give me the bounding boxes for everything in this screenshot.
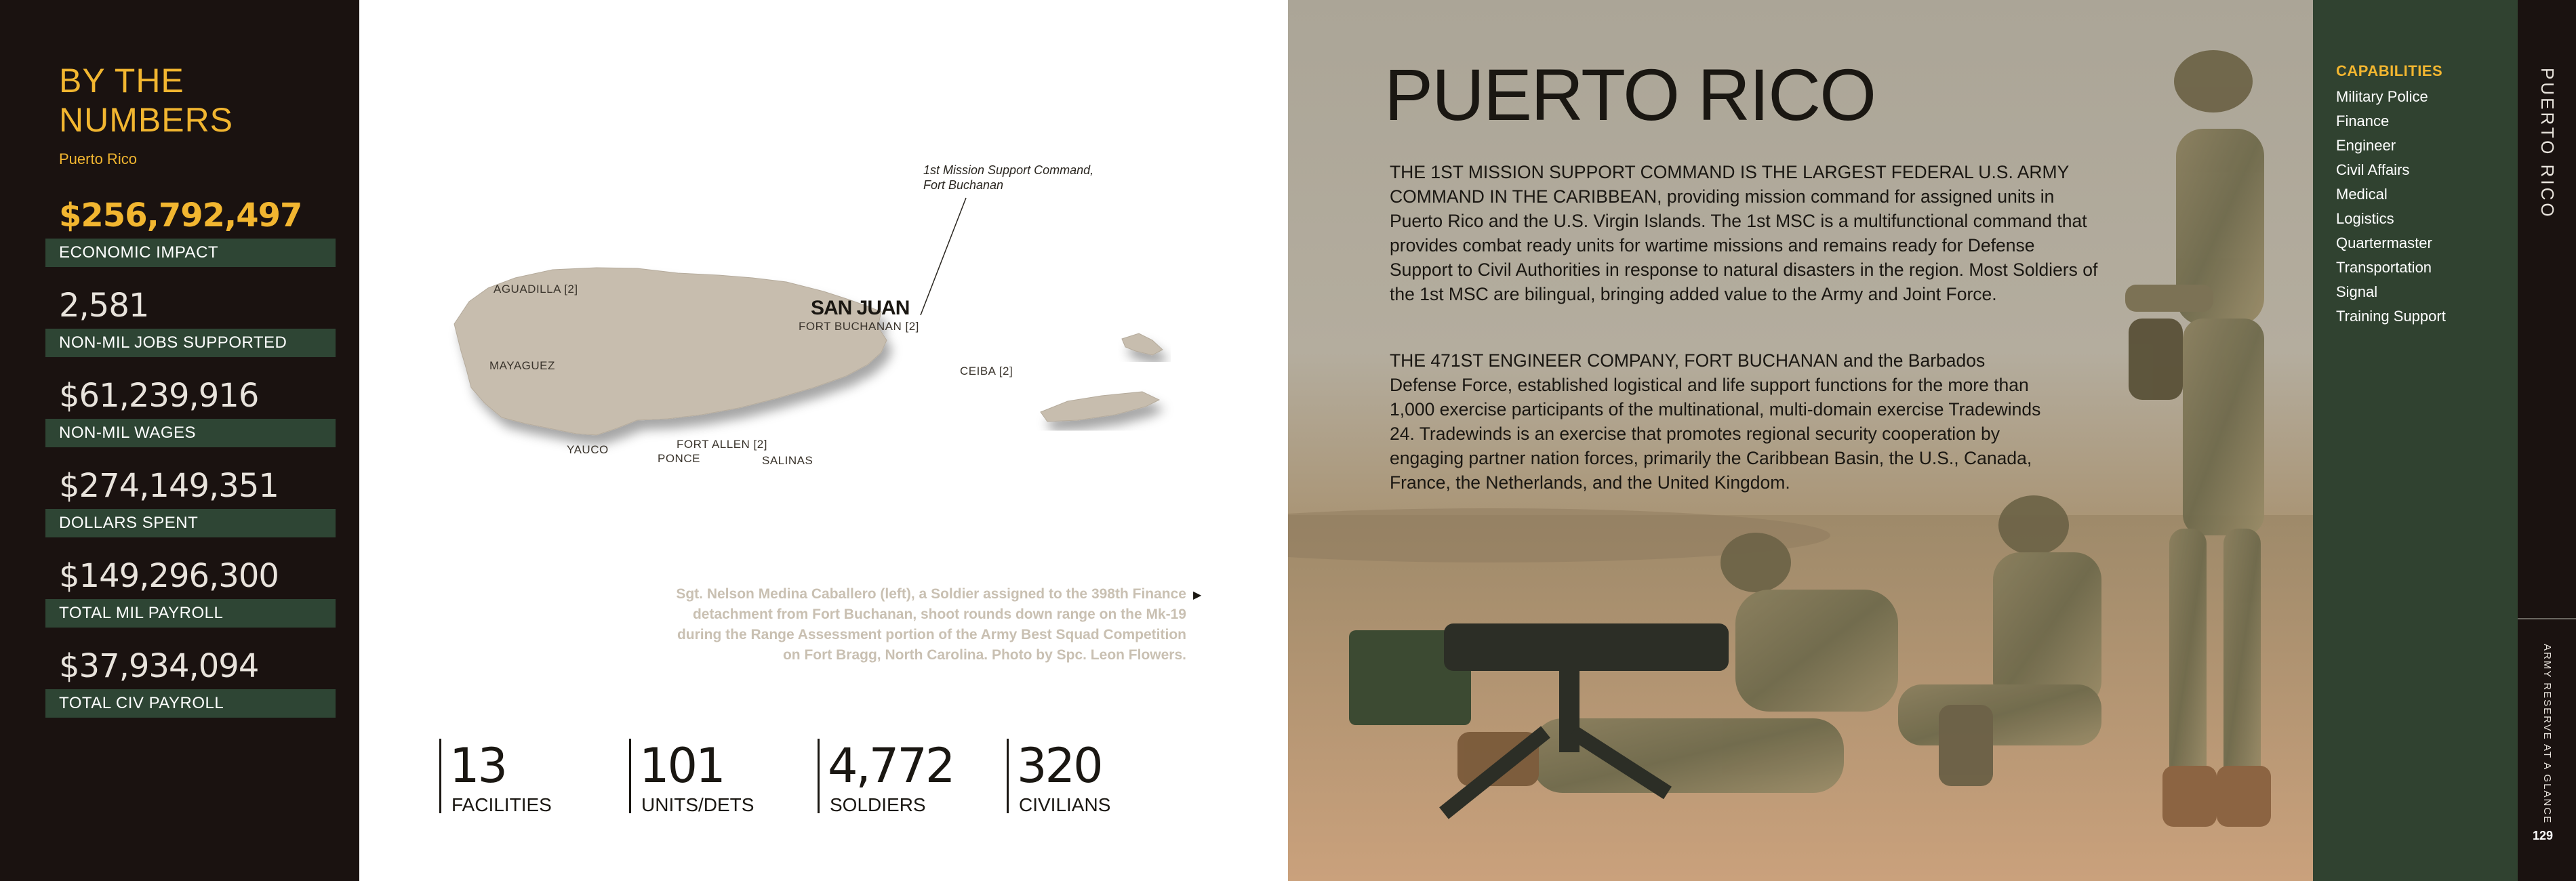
stat-value: $149,296,300 — [59, 557, 279, 595]
stat-label: NON-MIL JOBS SUPPORTED — [59, 333, 287, 352]
capability-item: Engineer — [2336, 137, 2396, 154]
count-units — [629, 738, 754, 815]
stats-panel — [0, 0, 359, 881]
stat-dollars-spent — [0, 467, 359, 557]
stat-value: 2,581 — [59, 287, 149, 325]
caption-line1: Sgt. Nelson Medina Caballero (left), a Soldier assigned to the 398th Finance — [676, 586, 1186, 602]
capability-item: Logistics — [2336, 210, 2394, 227]
capability-item: Training Support — [2336, 308, 2446, 325]
label-ponce: PONCE — [658, 452, 700, 465]
stat-label: NON-MIL WAGES — [59, 424, 197, 442]
capability-item: Military Police — [2336, 88, 2428, 105]
photo-caption — [651, 584, 1186, 665]
paragraph-1-body: providing mission command for assigned units in Puerto Rico and the U.S. Virgin Islands. The 1st MSC is a multifunctional command that provides combat ready units for wartime missions and remains ready for Defense Support to Civil Authorities in response to natural disasters in the region. Most Soldiers of the 1st MSC are bilingual, bringing added value to the Army and Joint Force. — [1390, 186, 2098, 304]
stat-value: $61,239,916 — [59, 377, 259, 415]
label-mayaguez: MAYAGUEZ — [489, 359, 555, 372]
count-label: CIVILIANS — [1019, 794, 1111, 815]
count-soldiers — [818, 738, 954, 815]
section-label: PUERTO RICO — [2537, 68, 2558, 220]
side-strip — [2518, 0, 2576, 881]
stat-jobs — [0, 287, 359, 377]
capabilities-title: CAPABILITIES — [2336, 62, 2443, 79]
stat-civ-payroll — [0, 647, 359, 737]
stat-label: TOTAL MIL PAYROLL — [59, 604, 224, 622]
puerto-rico-map — [434, 149, 1193, 529]
label-fort-buchanan: FORT BUCHANAN [2] — [799, 320, 919, 333]
capability-item: Medical — [2336, 186, 2388, 203]
stat-label-bar — [45, 599, 336, 628]
caption-line3: during the Range Assessment portion of the Army Best Squad Competition — [677, 627, 1186, 642]
label-fort-allen: FORT ALLEN [2] — [677, 438, 767, 451]
label-ceiba: CEIBA [2] — [960, 365, 1013, 377]
capability-item: Finance — [2336, 112, 2390, 129]
caption-arrow-icon: ▶ — [1193, 590, 1202, 601]
article-paragraph-1 — [1390, 160, 2101, 306]
culebra-shape — [1122, 333, 1163, 355]
stat-label-bar — [45, 419, 336, 447]
callout-text — [923, 163, 1093, 192]
capabilities-panel — [2313, 0, 2518, 881]
stat-label-bar — [45, 689, 336, 718]
paragraph-2-lead: THE 471ST ENGINEER COMPANY, FORT BUCHANAN — [1390, 350, 1838, 371]
page-title: PUERTO RICO — [1384, 54, 1876, 136]
count-number: 101 — [639, 738, 724, 794]
stat-value: $256,792,497 — [59, 197, 302, 234]
stats-title-line2: NUMBERS — [59, 101, 234, 139]
page-number: 129 — [2533, 829, 2554, 842]
count-label: UNITS/DETS — [641, 794, 754, 815]
callout-line2: Fort Buchanan — [923, 178, 1004, 192]
count-number: 4,772 — [828, 738, 954, 794]
count-label: FACILITIES — [451, 794, 552, 815]
paragraph-2-body: and the Barbados Defense Force, established logistical and life support functions for the more than 1,000 exercise participants of the multinational, multi-domain exercise Tradewinds 24. Tradewinds is an exercise that promotes regional security cooperation by engaging partner nation forces, primarily the Caribbean Basin, the U.S., Canada, France, the Netherlands, and the United Kingdom. — [1390, 350, 2041, 493]
stats-subtitle: Puerto Rico — [59, 150, 137, 167]
count-facilities — [439, 738, 552, 815]
city-san-juan: SAN JUAN — [811, 297, 910, 319]
callout-line — [921, 198, 966, 315]
publication-label: ARMY RESERVE AT A GLANCE — [2541, 644, 2553, 825]
stats-title — [59, 61, 330, 140]
stat-label-bar — [45, 239, 336, 267]
stat-value: $274,149,351 — [59, 467, 279, 505]
stat-label: ECONOMIC IMPACT — [59, 243, 219, 262]
paragraph-1-lead: THE 1ST MISSION SUPPORT COMMAND IS THE LARGEST FEDERAL U.S. ARMY COMMAND IN THE CARIBBEAN, — [1390, 162, 2069, 207]
stat-label: DOLLARS SPENT — [59, 514, 199, 532]
stat-label: TOTAL CIV PAYROLL — [59, 694, 224, 712]
label-salinas: SALINAS — [762, 454, 813, 467]
label-yauco: YAUCO — [567, 443, 609, 456]
count-civilians — [1007, 738, 1111, 815]
capability-item: Quartermaster — [2336, 234, 2432, 251]
count-number: 13 — [449, 738, 506, 794]
stats-title-line1: BY THE — [59, 62, 184, 100]
stat-label-bar — [45, 509, 336, 537]
capability-item: Civil Affairs — [2336, 161, 2410, 178]
stat-economic-impact — [0, 197, 359, 287]
count-label: SOLDIERS — [830, 794, 926, 815]
caption-line2: detachment from Fort Buchanan, shoot rounds down range on the Mk-19 — [692, 607, 1186, 622]
vieques-shape — [1041, 392, 1159, 422]
caption-line4: on Fort Bragg, North Carolina. Photo by Spc. Leon Flowers. — [782, 647, 1186, 663]
map-graphic — [434, 149, 1193, 529]
callout-line1: 1st Mission Support Command, — [923, 163, 1094, 177]
count-number: 320 — [1017, 738, 1102, 794]
label-aguadilla: AGUADILLA [2] — [494, 283, 578, 295]
article-paragraph-2 — [1390, 348, 2047, 495]
stat-value: $37,934,094 — [59, 647, 259, 685]
capability-item: Signal — [2336, 283, 2378, 300]
stat-wages — [0, 377, 359, 467]
side-divider — [2518, 618, 2576, 619]
capability-item: Transportation — [2336, 259, 2432, 276]
stat-mil-payroll — [0, 557, 359, 647]
stat-label-bar — [45, 329, 336, 357]
